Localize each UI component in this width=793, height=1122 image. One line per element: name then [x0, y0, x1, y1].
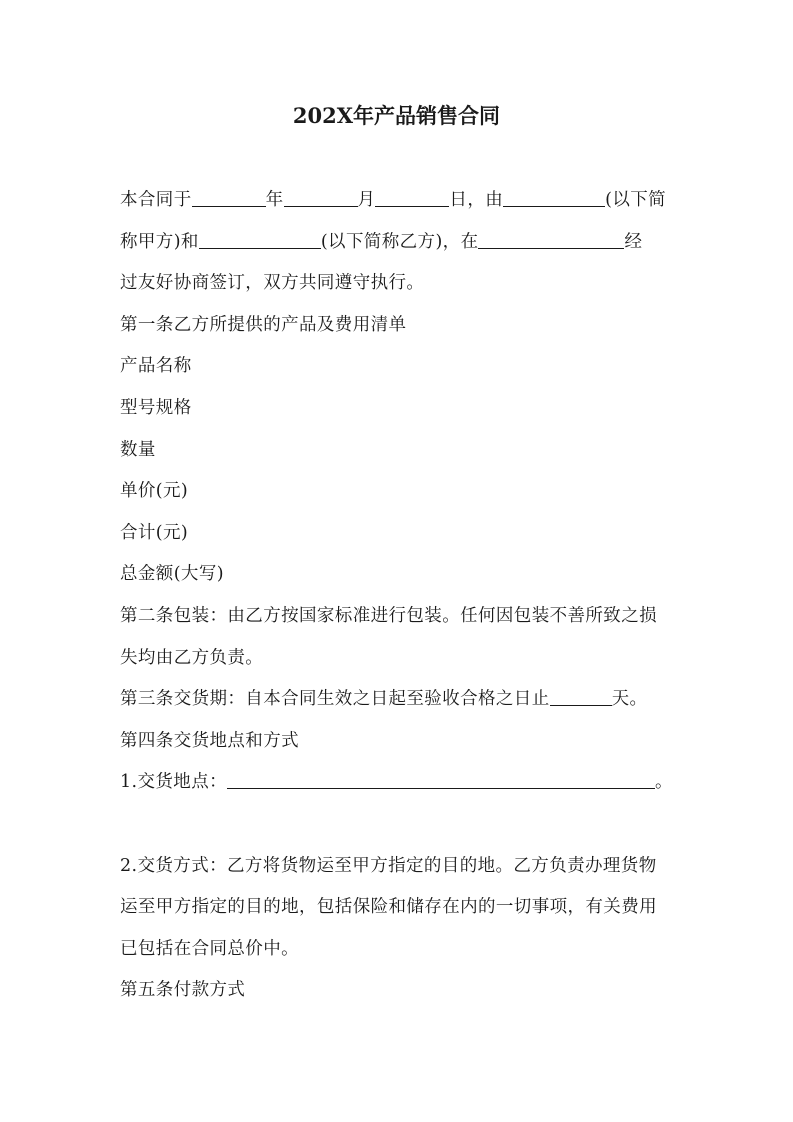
delivery-days-blank — [550, 687, 612, 706]
article-3-text: 天。 — [611, 689, 648, 710]
intro-text: 称甲方)和 — [120, 231, 199, 252]
location-blank — [478, 229, 624, 248]
intro-line-1 — [120, 180, 680, 222]
total-amount-label: 总金额(大写) — [120, 564, 224, 585]
article-4-heading: 第四条交货地点和方式 — [120, 730, 299, 751]
party-a-blank — [503, 188, 605, 207]
delivery-place-end: 。 — [655, 772, 673, 793]
day-blank — [375, 188, 449, 207]
intro-paragraph — [120, 180, 680, 305]
document-title: 202X年产品销售合同 — [292, 103, 501, 128]
intro-text: 年 — [265, 190, 284, 210]
delivery-place-label: 1.交货地点： — [120, 772, 227, 793]
intro-text: 经 — [624, 231, 643, 252]
intro-line-3: 过友好协商签订，双方共同遵守执行。 — [120, 273, 425, 294]
delivery-method-line-3: 已包括在合同总价中。 — [120, 938, 299, 959]
intro-text: 日，由 — [449, 190, 504, 210]
delivery-method-line-2: 运至甲方指定的目的地，包括保险和储存在内的一切事项，有关费用 — [120, 897, 657, 918]
article-3-text: 第三条交货期：自本合同生效之日起至验收合格之日止 — [120, 689, 550, 710]
intro-text: 月 — [357, 190, 376, 210]
intro-text: 本合同于 — [120, 190, 192, 210]
month-blank — [284, 188, 358, 207]
quantity-label: 数量 — [120, 439, 156, 460]
article-5-heading: 第五条付款方式 — [120, 980, 246, 1001]
delivery-method-line-1: 2.交货方式：乙方将货物运至甲方指定的目的地。乙方负责办理货物 — [120, 855, 657, 876]
year-blank — [192, 188, 266, 207]
document-body — [120, 180, 680, 1012]
intro-text: (以下简 — [605, 190, 667, 210]
delivery-place-line — [120, 762, 680, 804]
model-spec-label: 型号规格 — [120, 397, 192, 418]
delivery-place-blank — [227, 770, 655, 789]
article-2-line-1: 第二条包装：由乙方按国家标准进行包装。任何因包装不善所致之损 — [120, 605, 657, 626]
article-2-line-2: 失均由乙方负责。 — [120, 647, 264, 668]
unit-price-label: 单价(元) — [120, 481, 189, 502]
product-name-label: 产品名称 — [120, 356, 192, 377]
party-b-blank — [199, 229, 321, 248]
delivery-method-paragraph — [120, 846, 680, 971]
intro-text: (以下简称乙方)，在 — [320, 231, 479, 252]
article-2-paragraph — [120, 596, 680, 679]
intro-line-2 — [120, 222, 680, 264]
article-3-paragraph — [120, 679, 680, 721]
spacer — [120, 804, 680, 846]
subtotal-label: 合计(元) — [120, 522, 189, 543]
article-1-heading: 第一条乙方所提供的产品及费用清单 — [120, 314, 407, 335]
